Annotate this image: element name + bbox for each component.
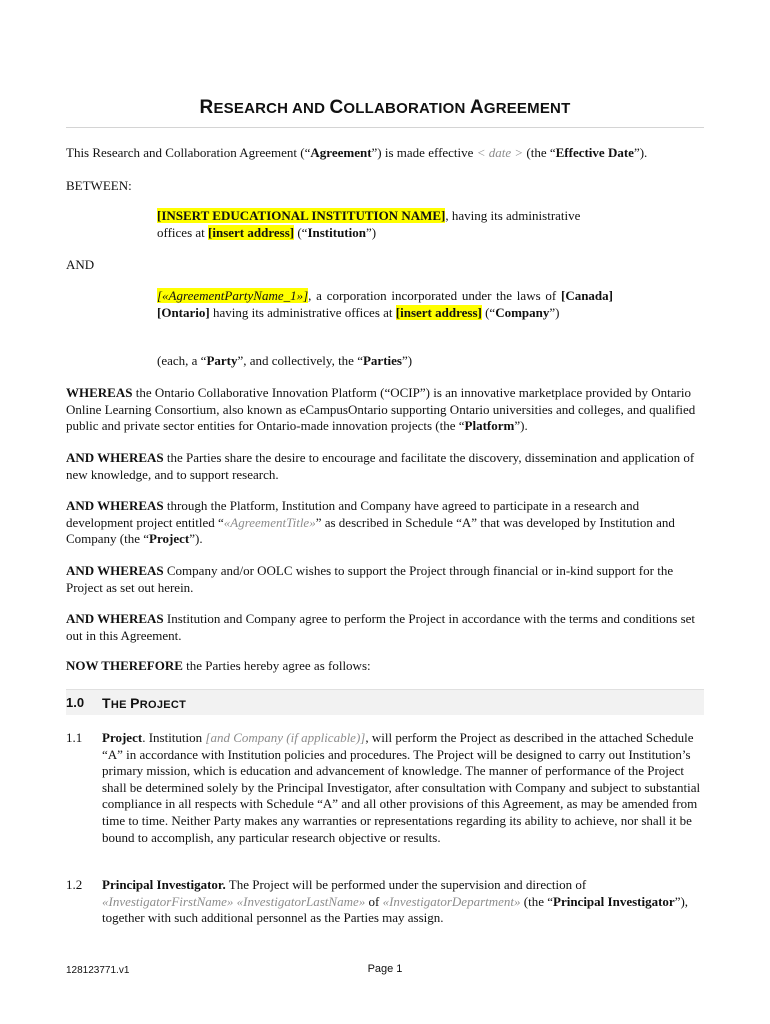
intro-text: This Research and Collaboration Agreement (“ (66, 145, 311, 160)
intro-text: ”) is made effective (371, 145, 477, 160)
project-term: Project (149, 531, 190, 547)
company-optional-placeholder: [and Company (if applicable)] (205, 730, 366, 745)
recital-text: the Ontario Collaborative Innovation Platform (“OCIP”) is an innovative marketplace provided by Ontario Online Learning Consortium, also known as eCampusOntario supporting Ontario universities and colleges, and qualified public and private sector entities for Ontario-made innovation projects (the “ (66, 385, 696, 434)
section-title-part: P (130, 695, 140, 711)
section-title (102, 695, 186, 711)
clause-text: ”), together with such additional personnel as the Parties may assign. (102, 893, 689, 926)
company-address-placeholder: [insert address] (395, 304, 482, 320)
clause-text: . Institution (142, 730, 206, 745)
each-party-definition (157, 353, 617, 370)
investigator-name-placeholder: «InvestigatorFirstName» «InvestigatorLastName» (102, 893, 366, 909)
party-one-text: ”) (365, 224, 377, 240)
recital-text: ”). (514, 418, 528, 434)
recital-text: through the Platform, Institution and Company have agreed to participate in a research and development project entitled “ (66, 498, 640, 530)
recital-lead: WHEREAS (66, 385, 133, 400)
intro-paragraph (66, 145, 706, 162)
agreement-term: Agreement (310, 145, 372, 160)
definition-text: (each, a “ (157, 353, 207, 368)
effective-date-term: Effective Date (555, 145, 634, 160)
company-name-placeholder: [«AgreementPartyName_1»] (157, 288, 309, 303)
title-part: GREEMENT (483, 100, 571, 117)
and-label: AND (66, 257, 95, 272)
party-one-text: , having its administrative offices at (157, 208, 581, 240)
title-part: C (329, 97, 344, 118)
document-title (0, 97, 770, 119)
section-title-part: T (102, 695, 111, 711)
now-therefore-lead: NOW THEREFORE (66, 658, 183, 673)
recital-lead: AND WHEREAS (66, 450, 164, 465)
title-part: ESEARCH AND (213, 100, 330, 117)
recital-lead: AND WHEREAS (66, 611, 164, 626)
party-two-text: ”) (549, 304, 560, 320)
recital-ocip (66, 385, 706, 435)
party-two-text: , a corporation incorporated under the laws of (308, 288, 561, 303)
clause-number: 1.1 (66, 730, 83, 745)
title-divider (66, 127, 704, 128)
institution-term: Institution (307, 224, 366, 240)
recital-lead: AND WHEREAS (66, 498, 164, 513)
title-part: R (199, 97, 214, 118)
section-title-part: ROJECT (139, 699, 187, 711)
title-part: A (469, 97, 484, 118)
platform-term: Platform (464, 418, 515, 434)
clause-heading: Principal Investigator. (102, 877, 226, 892)
between-label: BETWEEN: (66, 178, 132, 193)
recital-perform (66, 611, 706, 644)
recital-text: Company and/or OOLC wishes to support the Project through financial or in-kind support for the Project as set out herein. (66, 563, 674, 595)
definition-text: ”) (401, 353, 413, 368)
party-two-text: (“ (481, 304, 496, 320)
date-placeholder: < date > (476, 145, 524, 160)
party-two-text: having its administrative offices at (209, 304, 396, 320)
party-one-text: (“ (294, 224, 308, 240)
clause-principal-investigator (102, 877, 707, 927)
definition-text: ”, and collectively, the “ (237, 353, 363, 368)
clause-text: (the “ (520, 893, 553, 909)
footer-page-number: Page 1 (367, 963, 403, 975)
recital-shared-desire (66, 450, 706, 483)
section-title-part: HE (110, 699, 131, 711)
recital-text: ”). (189, 531, 203, 547)
company-term: Company (495, 304, 550, 320)
principal-investigator-term: Principal Investigator (553, 893, 675, 909)
footer-document-id: 128123771.v1 (66, 965, 130, 976)
clause-number: 1.2 (66, 877, 83, 892)
party-term: Party (206, 353, 238, 368)
institution-address-placeholder: [insert address] (208, 224, 295, 240)
section-heading-project (66, 689, 704, 715)
recital-text: ” as described in Schedule “A” that was developed by Institution and Company (the “ (66, 514, 675, 547)
now-therefore-clause (66, 658, 706, 675)
clause-text: The Project will be performed under the supervision and direction of (225, 877, 587, 892)
institution-name-placeholder: [INSERT EDUCATIONAL INSTITUTION NAME] (157, 208, 446, 223)
party-one-block (157, 208, 615, 241)
recital-project (66, 498, 706, 548)
intro-text: (the “ (523, 145, 556, 160)
clause-text: , will perform the Project as described in the attached Schedule “A” in accordance with Institution policies and procedures. The Project will be designed to carry out Institution’s primary mission, which is education and advancement of knowledge. The manner of performance of the Project shall be determined solely by the Principal Investigator, after consultation with Company and subject to substantial compliance in all respects with Schedule “A” and all other provisions of this Agreement, as may be amended from time to time. Neither Party makes any warranties or representations regarding its ability to achieve, nor shall it be bound to accomplish, any particular research objective or results. (102, 730, 701, 845)
recital-text: Institution and Company agree to perform the Project in accordance with the terms and conditions set out in this Agreement. (66, 611, 696, 643)
clause-heading: Project (102, 730, 143, 745)
clause-project (102, 730, 707, 846)
recital-support (66, 563, 706, 596)
party-two-block (157, 288, 613, 321)
jurisdiction-term: [Canada][Ontario] (157, 288, 613, 320)
recital-lead: AND WHEREAS (66, 563, 164, 578)
now-therefore-text: the Parties hereby agree as follows: (182, 658, 371, 673)
title-part: OLLABORATION (343, 100, 470, 117)
section-number: 1.0 (66, 695, 85, 710)
clause-text: of (365, 893, 383, 909)
investigator-department-placeholder: «InvestigatorDepartment» (382, 893, 521, 909)
parties-term: Parties (362, 353, 402, 368)
recital-text: the Parties share the desire to encourage and facilitate the discovery, dissemination and application of new knowledge, and to support research. (66, 450, 695, 482)
intro-text: ”). (633, 145, 648, 160)
agreement-title-placeholder: «AgreementTitle» (223, 514, 316, 530)
